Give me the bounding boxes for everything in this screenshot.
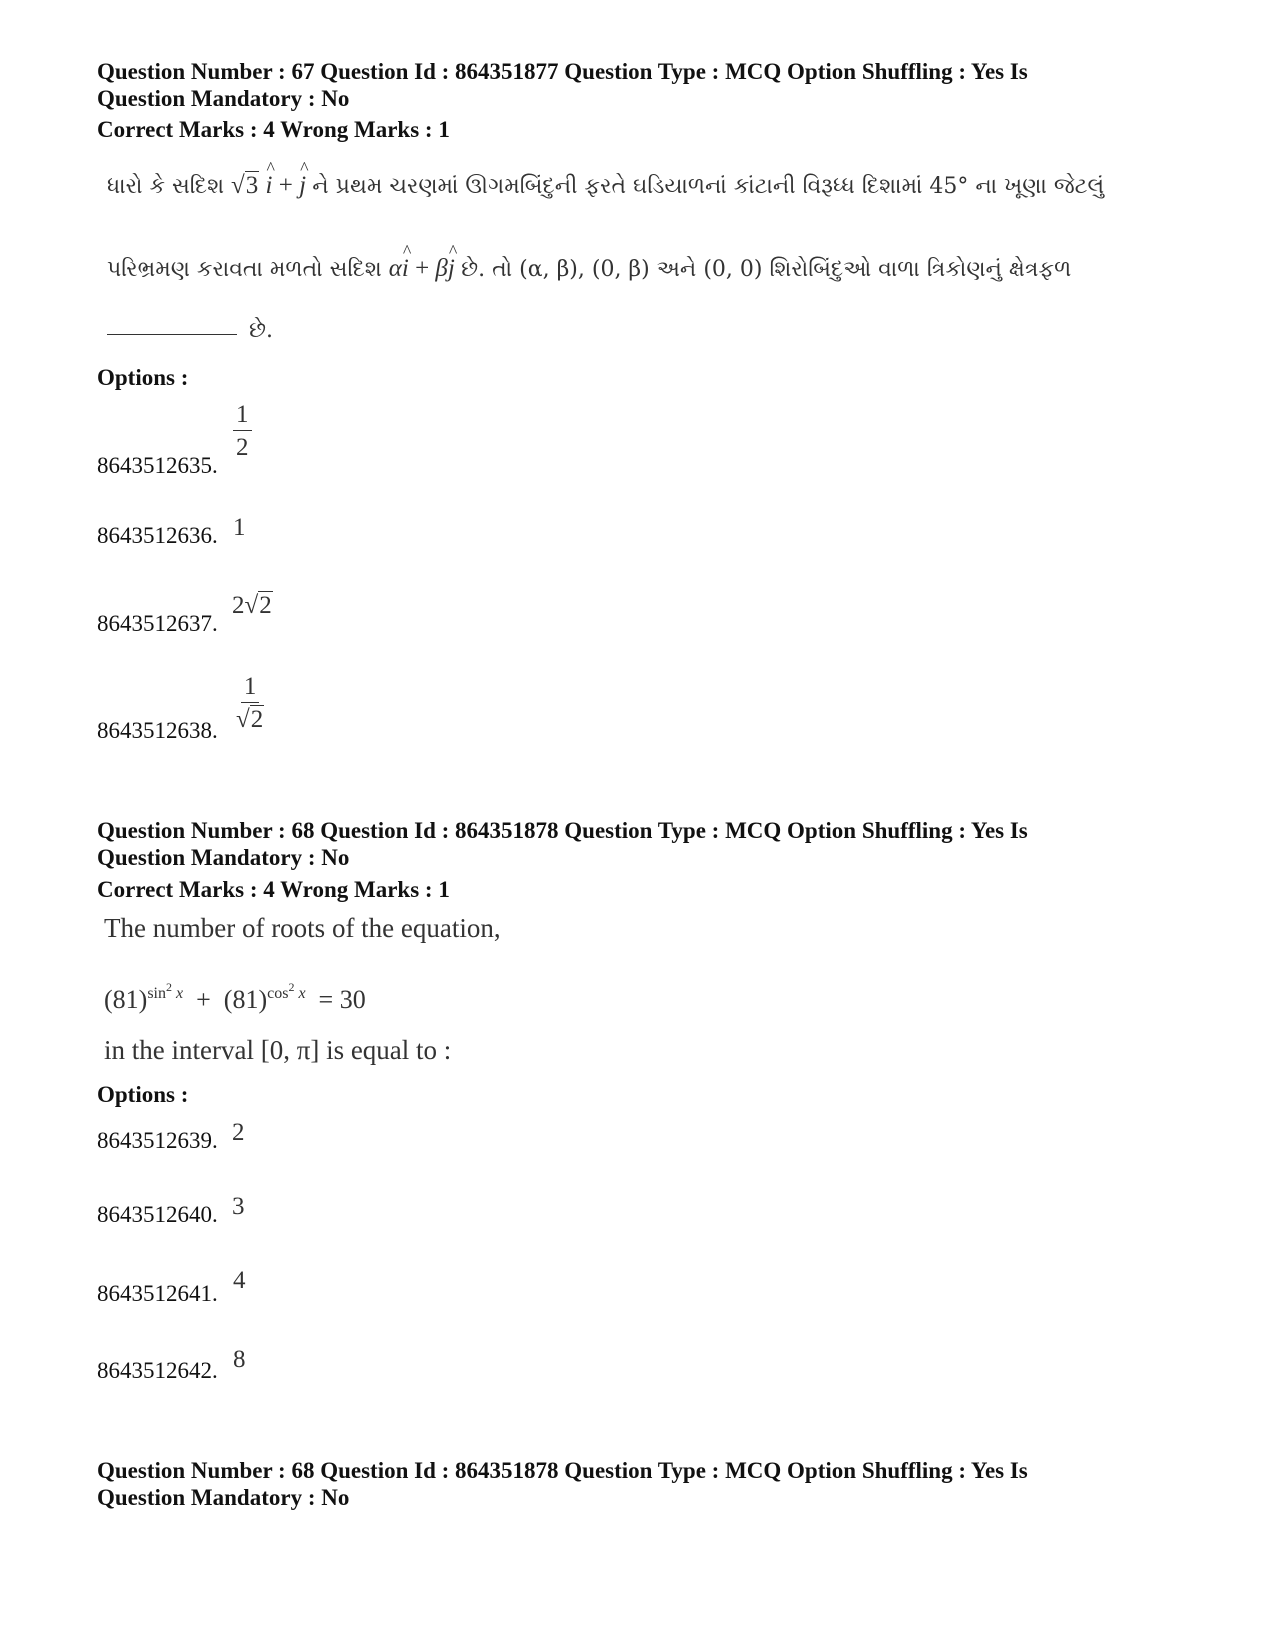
q67-stem-line3 <box>107 318 273 343</box>
q68-repeat-header-line1: Question Number : 68 Question Id : 864351878 Question Type : MCQ Option Shuffling : Yes Is <box>97 1458 1028 1483</box>
option-id: 8643512641. <box>97 1281 218 1306</box>
q67-header-line1: Question Number : 67 Question Id : 864351877 Question Type : MCQ Option Shuffling : Yes Is <box>97 59 1028 84</box>
answer-blank <box>107 334 237 335</box>
option-id: 8643512635. <box>97 453 218 478</box>
option-id: 8643512640. <box>97 1202 218 1227</box>
option-value[interactable]: 4 <box>233 1267 246 1294</box>
sqrt-3: √3 <box>231 172 259 199</box>
q68-marks: Correct Marks : 4 Wrong Marks : 1 <box>97 877 450 902</box>
q67-stem-text-2: ને પ્રથમ ચરણમાં ઊગમબિંદુની ફરતે ઘડિયાળનાં કાંટાની વિરૂધ્ધ દિશામાં 45° ના ખૂણા જેટલું <box>312 174 1105 199</box>
q67-options-label: Options : <box>97 365 189 390</box>
option-value-fraction[interactable]: $\frac{1}{2}$ <box>233 402 252 460</box>
q67-stem-line1 <box>107 172 1104 200</box>
q68-repeat-header-line2: Question Mandatory : No <box>97 1485 350 1510</box>
option-value[interactable]: 2 <box>232 1119 245 1146</box>
q67-result-vector: α^ i + β^ j <box>389 255 461 282</box>
q68-equation: $(81)^{sin^2 x} + (81)^{cos^2 x} = 30$ <box>104 980 366 1014</box>
q67-stem-text-4: છે. તો (α, β), (0, β) અને (0, 0) શિરોબિંદુઓ વાળા ત્રિકોણનું ક્ષેત્રફળ <box>461 257 1072 282</box>
q67-vector-expr: √3 ^ i + ^ j <box>231 172 312 199</box>
q68-stem-line3: in the interval [0, π] is equal to : <box>104 1035 452 1065</box>
q68-stem-line1: The number of roots of the equation, <box>104 913 501 943</box>
q67-marks: Correct Marks : 4 Wrong Marks : 1 <box>97 117 450 142</box>
option-value-fraction[interactable]: $\frac{1}{√2}$ <box>236 673 264 733</box>
option-value[interactable]: 3 <box>232 1193 245 1220</box>
q67-header-line2: Question Mandatory : No <box>97 86 350 111</box>
q67-stem-text-3: પરિભ્રમણ કરાવતા મળતો સદિશ <box>107 257 382 282</box>
option-id: 8643512638. <box>97 718 218 743</box>
option-value[interactable]: 8 <box>233 1346 246 1373</box>
q68-header-line1: Question Number : 68 Question Id : 864351878 Question Type : MCQ Option Shuffling : Yes Is <box>97 818 1028 843</box>
option-id: 8643512639. <box>97 1128 218 1153</box>
option-value[interactable]: 1 <box>233 514 246 541</box>
option-id: 8643512636. <box>97 523 218 548</box>
q68-header-line2: Question Mandatory : No <box>97 845 350 870</box>
option-id: 8643512637. <box>97 611 218 636</box>
unit-vector-j: ^ j <box>448 255 455 283</box>
q67-stem-text-1: ધારો કે સદિશ <box>107 174 225 199</box>
q67-stem-text-5: છે. <box>249 318 273 343</box>
unit-vector-j: ^ j <box>299 172 306 200</box>
q68-options-label: Options : <box>97 1082 189 1107</box>
option-value-sqrt[interactable]: 2√2 <box>232 592 272 619</box>
q67-stem-line2 <box>107 255 1071 283</box>
unit-vector-i: ^ i <box>266 172 273 200</box>
option-id: 8643512642. <box>97 1358 218 1383</box>
unit-vector-i: ^ i <box>402 255 409 283</box>
